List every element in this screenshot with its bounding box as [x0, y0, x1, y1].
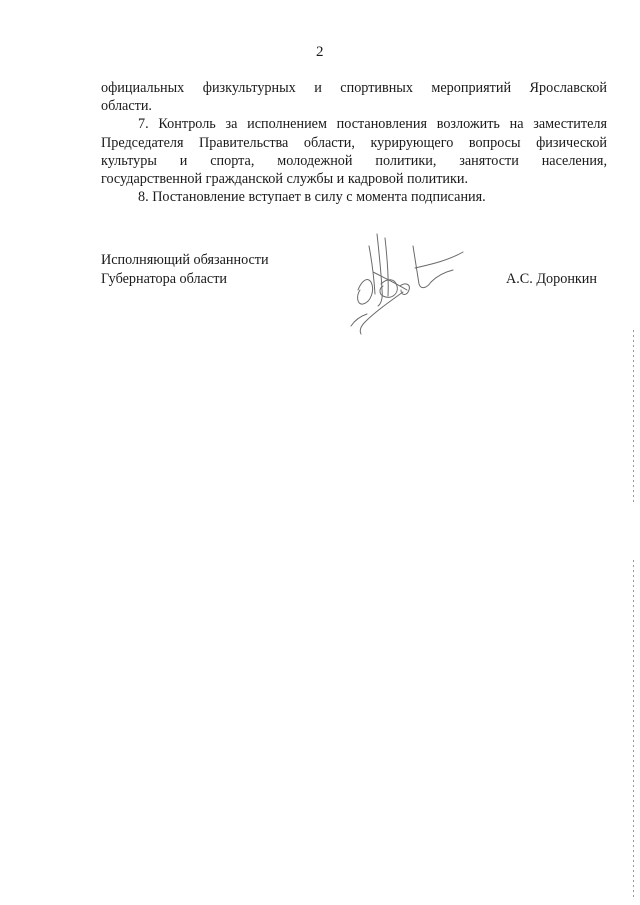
body-line: 8. Постановление вступает в силу с момента подписания.: [138, 189, 486, 206]
body-line: области.: [101, 98, 152, 115]
document-body: [101, 79, 607, 206]
body-line: официальных физкультурных и спортивных мероприятий Ярославской: [101, 80, 607, 96]
scan-edge-line: [633, 560, 634, 900]
body-line: государственной гражданской службы и кадровой политики.: [101, 171, 469, 188]
page-number: 2: [316, 44, 324, 60]
body-line: культуры и спорта, молодежной политики, занятости населения,: [101, 152, 607, 169]
signer-title-line: Губернатора области: [101, 270, 227, 287]
paragraph-control-clause: [101, 115, 607, 188]
body-line: 7. Контроль за исполнением постановления возложить на заместителя: [138, 116, 607, 133]
paragraph-continuation: [101, 79, 607, 115]
body-line: Председателя Правительства области, курирующего вопросы физической: [101, 134, 607, 151]
paragraph-effective-clause: [101, 188, 607, 206]
signer-title-line: Исполняющий обязанности: [101, 252, 269, 268]
signer-title: [101, 251, 269, 288]
handwritten-signature-icon: [345, 232, 475, 342]
scan-edge-line: [633, 330, 634, 505]
signer-name: А.С. Доронкин: [506, 270, 597, 287]
